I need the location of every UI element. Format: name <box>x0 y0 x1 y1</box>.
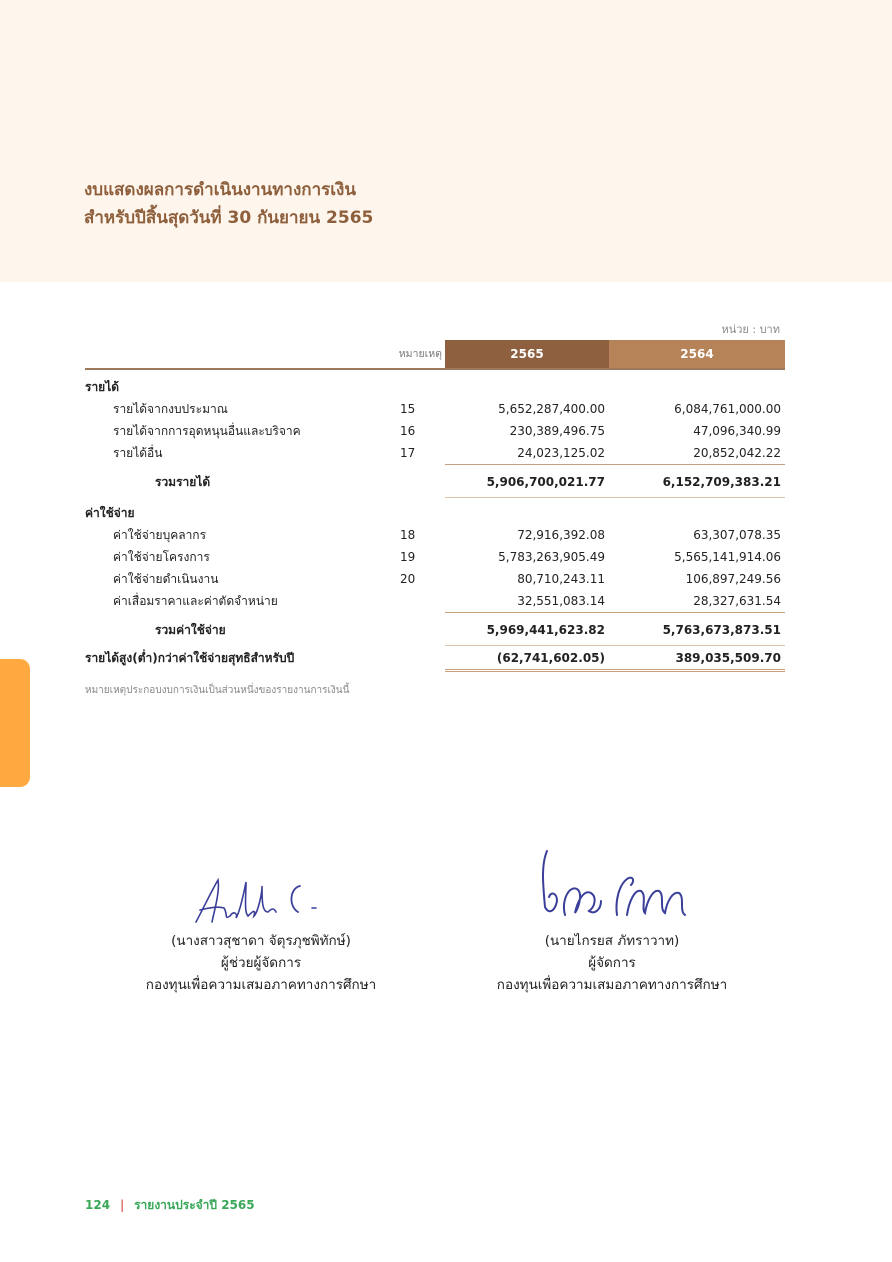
value-2564: 5,763,673,873.51 <box>662 623 781 637</box>
row-note: 16 <box>400 424 416 438</box>
signatory-organization: กองทุนเพื่อความเสมอภาคทางการศึกษา <box>145 977 377 993</box>
row-label: รายได้ <box>85 380 120 394</box>
table-header <box>85 340 785 370</box>
row-note: 18 <box>400 528 416 542</box>
value-2564: 6,084,761,000.00 <box>674 402 781 416</box>
value-2565: 5,783,263,905.49 <box>498 550 605 564</box>
value-2565: 72,916,392.08 <box>517 528 605 542</box>
signatory-name: (นายไกรยส ภัทราวาท) <box>544 933 680 949</box>
row-label: ค่าใช้จ่ายบุคลากร <box>113 528 207 542</box>
value-2565: 5,652,287,400.00 <box>498 402 605 416</box>
row-note: 19 <box>400 550 416 564</box>
total-revenue-row <box>85 464 785 498</box>
row-label: รวมค่าใช้จ่าย <box>155 623 226 637</box>
table-row <box>85 568 785 590</box>
row-label: ค่าใช้จ่ายดำเนินงาน <box>113 572 219 586</box>
row-note: 20 <box>400 572 416 586</box>
value-2564: 5,565,141,914.06 <box>674 550 781 564</box>
page-footer <box>85 1196 255 1215</box>
table-row <box>85 420 785 442</box>
value-2565: (62,741,602.05) <box>496 651 605 665</box>
row-note: 15 <box>400 402 416 416</box>
total-expenses-row <box>85 612 785 646</box>
page-number: 124 <box>85 1198 111 1212</box>
side-tab-marker <box>0 659 30 787</box>
row-label: ค่าใช้จ่าย <box>85 506 135 520</box>
value-2564: 47,096,340.99 <box>693 424 781 438</box>
value-2565: 32,551,083.14 <box>517 594 605 608</box>
table-row <box>85 398 785 420</box>
unit-label: หน่วย : บาท <box>721 323 780 336</box>
title-line-2: สำหรับปีสิ้นสุดวันที่ 30 กันยายน 2565 <box>84 208 374 228</box>
value-2564: 63,307,078.35 <box>693 528 781 542</box>
signatory-name: (นางสาวสุชาดา จัตุรภุชพิทักษ์) <box>171 933 351 949</box>
footer-separator: | <box>120 1198 125 1212</box>
title-line-1: งบแสดงผลการดำเนินงานทางการเงิน <box>84 180 356 200</box>
report-title: รายงานประจำปี 2565 <box>134 1198 255 1212</box>
value-2564: 6,152,709,383.21 <box>662 475 781 489</box>
column-header-2565: 2565 <box>445 340 609 368</box>
net-result-row <box>85 646 785 672</box>
value-2565: 5,969,441,623.82 <box>486 623 605 637</box>
row-label: รายได้อื่น <box>113 446 163 460</box>
row-label: รายได้จากการอุดหนุนอื่นและบริจาค <box>113 424 301 438</box>
signatory-organization: กองทุนเพื่อความเสมอภาคทางการศึกษา <box>496 977 728 993</box>
row-label: รายได้สูง(ต่ำ)กว่าค่าใช้จ่ายสุทธิสำหรับปี <box>85 651 295 665</box>
row-label: รวมรายได้ <box>155 475 211 489</box>
value-2564: 106,897,249.56 <box>685 572 781 586</box>
value-2565: 24,023,125.02 <box>517 446 605 460</box>
table-row <box>85 442 785 464</box>
signature-image-right <box>535 845 695 925</box>
income-statement-table <box>85 340 785 672</box>
table-row <box>85 524 785 546</box>
page-title <box>84 176 373 232</box>
signatory-position: ผู้ช่วยผู้จัดการ <box>220 955 302 971</box>
value-2564: 20,852,042.22 <box>693 446 781 460</box>
value-2565: 230,389,496.75 <box>509 424 605 438</box>
row-label: รายได้จากงบประมาณ <box>113 402 228 416</box>
signature-block-right <box>462 930 762 996</box>
row-label: ค่าใช้จ่ายโครงการ <box>113 550 210 564</box>
column-header-note: หมายเหตุ <box>398 348 442 360</box>
table-row <box>85 590 785 612</box>
column-header-2564: 2564 <box>609 340 785 368</box>
value-2564: 389,035,509.70 <box>675 651 781 665</box>
signatory-position: ผู้จัดการ <box>588 955 636 971</box>
footnote: หมายเหตุประกอบงบการเงินเป็นส่วนหนึ่งของรายงานการเงินนี้ <box>85 685 350 696</box>
section-heading-revenue <box>85 376 785 398</box>
value-2564: 28,327,631.54 <box>693 594 781 608</box>
value-2565: 5,906,700,021.77 <box>486 475 605 489</box>
table-row <box>85 546 785 568</box>
row-note: 17 <box>400 446 416 460</box>
signature-image-left <box>190 872 330 932</box>
row-label: ค่าเสื่อมราคาและค่าตัดจำหน่าย <box>113 594 278 608</box>
section-heading-expenses <box>85 502 785 524</box>
signature-block-left <box>111 930 411 996</box>
value-2565: 80,710,243.11 <box>517 572 605 586</box>
header-band <box>0 0 892 282</box>
